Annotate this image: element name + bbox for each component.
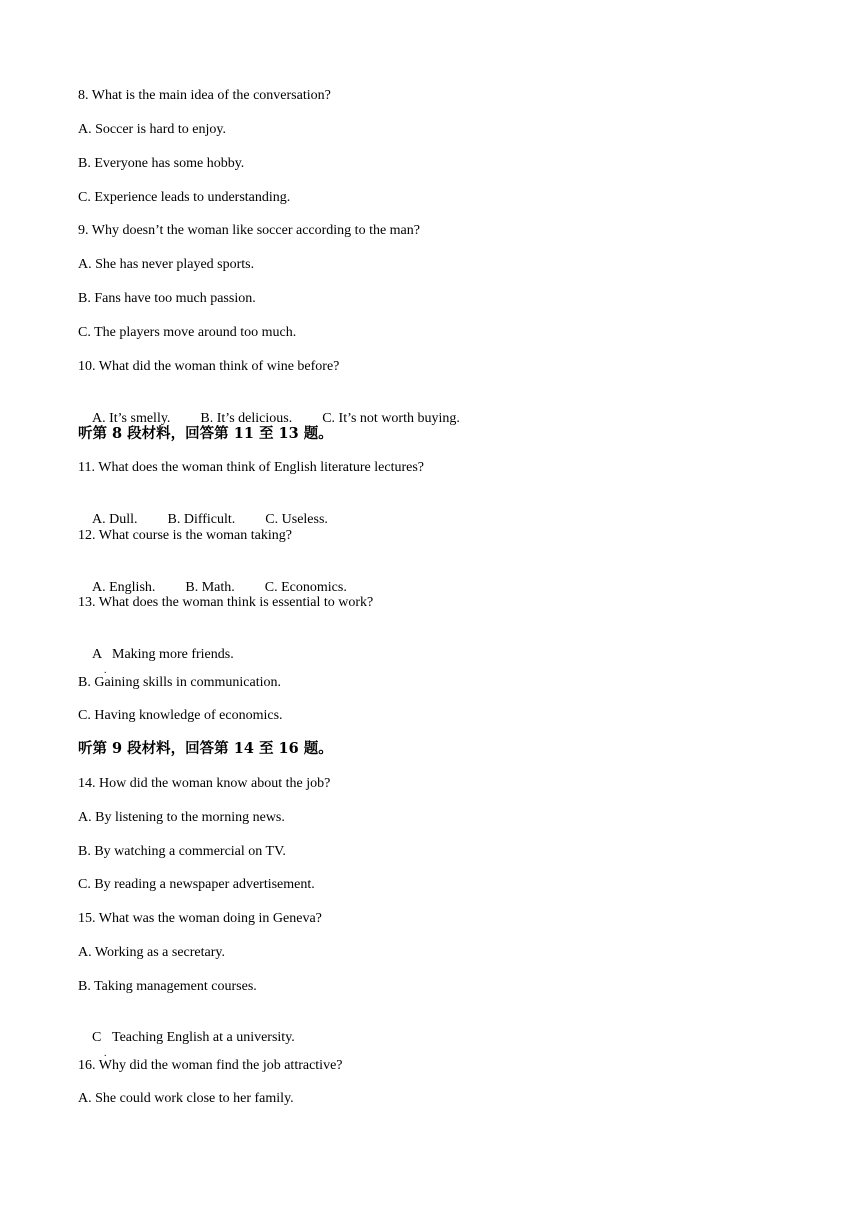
option-13a-text: Making more friends. [112,647,234,662]
option-11c: C. Useless. [265,512,328,527]
option-14b: B. By watching a commercial on TV. [78,844,286,859]
option-13b: B. Gaining skills in communication. [78,675,281,690]
option-12b: B. Math. [185,580,235,595]
option-11a: A. Dull. [92,512,138,527]
option-8b: B. Everyone has some hobby. [78,156,245,171]
option-13a-letter: A . [92,647,107,676]
option-15c-dot: . [104,1048,107,1059]
option-10c: C. It’s not worth buying. [322,411,460,426]
question-9: 9. Why doesn’t the woman like soccer according to the man? [78,223,420,238]
option-9c: C. The players move around too much. [78,325,297,340]
question-15: 15. What was the woman doing in Geneva? [78,911,322,926]
question-14: 14. How did the woman know about the job? [78,776,331,791]
question-13: 13. What does the woman think is essential to work? [78,595,374,610]
option-15a: A. Working as a secretary. [78,945,225,960]
option-15c-text: Teaching English at a university. [112,1030,295,1045]
option-10b: B. It’s delicious. [200,411,293,426]
question-8: 8. What is the main idea of the conversation? [78,88,331,103]
option-13c: C. Having knowledge of economics. [78,708,283,723]
option-12a: A. English. [92,580,156,595]
question-16: 16. Why did the woman find the job attractive? [78,1058,343,1073]
option-9b: B. Fans have too much passion. [78,291,256,306]
question-11: 11. What does the woman think of English literature lectures? [78,460,425,475]
option-12c: C. Economics. [264,580,347,595]
option-14c: C. By reading a newspaper advertisement. [78,877,315,892]
option-15c-letter: C . [92,1030,107,1059]
option-11b: B. Difficult. [167,512,236,527]
option-16a: A. She could work close to her family. [78,1091,294,1106]
option-8c: C. Experience leads to understanding. [78,190,291,205]
option-14a: A. By listening to the morning news. [78,810,285,825]
section-heading-8: 听第 8 段材料，回答第 11 至 13 题。 [78,425,333,442]
option-9a: A. She has never played sports. [78,257,255,272]
option-10a: A. It’s smelly. [92,411,171,426]
option-15b: B. Taking management courses. [78,979,257,994]
question-12: 12. What course is the woman taking? [78,528,292,543]
option-13a-dot: . [104,665,107,676]
option-8a: A. Soccer is hard to enjoy. [78,122,226,137]
question-10: 10. What did the woman think of wine before? [78,359,340,374]
section-heading-9: 听第 9 段材料，回答第 14 至 16 题。 [78,740,333,757]
